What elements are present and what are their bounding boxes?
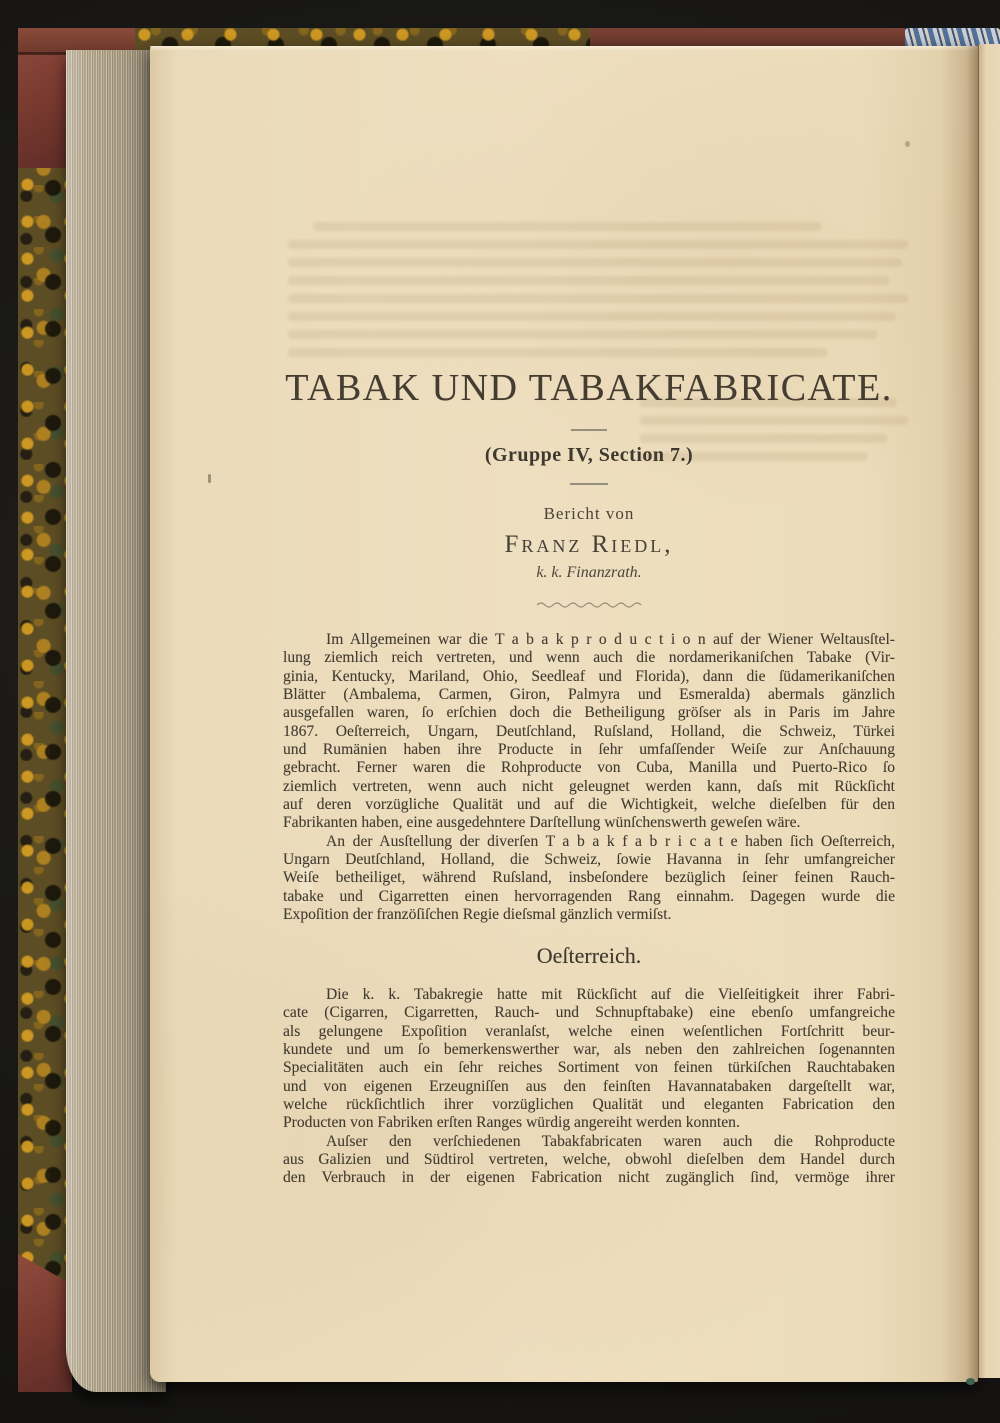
text-line: Producten von Fabriken erſten Ranges würdig angereiht werden konnten. [283,1114,740,1132]
ghost-text-line [313,222,821,231]
facing-page-sliver [978,44,1000,1378]
group-section-line: (Gruppe IV, Section 7.) [484,444,694,466]
text-line: Die k. k. Tabakregie hatte mit Rückſicht auf die Vielſeitigkeit ihrer Fabri- [326,986,895,1003]
text-line: tabake und Cigarretten einen hervorragenden Rang einnahm. Dagegen wurde die [283,887,895,905]
author-role: k. k. Finanzrath. [536,564,642,581]
text-line: Specialitäten auch ein ſehr reiches Sortiment von feinen türkiſchen Rauchtabaken [283,1059,895,1077]
text-line: Expoſition der franzöſiſchen Regie dieſsmal gänzlich vermiſst. [283,906,672,924]
headband-speck [966,1378,975,1385]
paragraph [283,631,895,833]
ghost-text-line [640,416,908,425]
text-line: den Verbrauch in der eigenen Fabrication nicht zugänglich ſind, vermöge ihrer [283,1169,895,1187]
gutter-shadow [940,46,978,1382]
text-line: als gelungene Expoſition veranlaſst, welche einen weſentlichen Fortſchritt beur- [283,1022,895,1040]
ghost-text-line [288,312,896,321]
paragraph [283,833,895,925]
ghost-text-line [640,434,887,443]
show-through-text [288,222,908,366]
text-line: kundete und um ſo bemerkenswerther war, als neben den zahlreichen ſogenannten [283,1041,895,1059]
section-heading: Oeſterreich. [536,943,642,968]
divider-rule [571,429,607,431]
byline-intro: Bericht von [543,504,635,523]
text-line: gebracht. Ferner waren die Rohproducte von Cuba, Manilla und Puerto-Rico ſo [283,759,895,777]
text-line: ziemlich vertreten, wenn auch nicht geleugnet werden kann, daſs mit Rückſicht [283,777,895,795]
text-line: welche rückſichtlich ihrer vorzüglichen Qualität und eleganten Fabrication den [283,1096,895,1114]
ghost-text-line [288,276,889,285]
text-line: und Rumänien haben ihre Producte in ſehr umfaſſender Weiſe zur Anſchauung [283,741,895,759]
ghost-text-line [288,330,877,339]
wavy-divider-icon [536,601,642,609]
text-line: Ungarn Deutſchland, Holland, die Schweiz, ſowie Havanna in ſehr umfangreicher [283,851,895,869]
text-line: auf deren vorzügliche Qualität und auf die Wichtigkeit, welche dieſelben für den [283,796,895,814]
text-line: Blätter (Ambalema, Carmen, Giron, Palmyra und Esmeralda) abermals gänzlich [283,686,895,704]
text-line: An der Ausſtellung der diverſen T a b a k f a b r i c a t e haben ſich Oeſterreich, [326,832,895,850]
paragraph [283,1133,895,1188]
text-line: Auſser den verſchiedenen Tabakfabricaten waren auch die Rohproducte [326,1132,895,1150]
page-title: TABAK UND TABAKFABRICATE. [285,367,893,409]
marbled-cover-edge [18,30,68,1392]
text-line: cate (Cigarren, Cigarretten, Rauch- und Schnupftabake) eine ebenſo umfangreiche [283,1004,895,1022]
ink-speck [208,474,211,483]
intro-text [283,631,895,925]
ghost-text-line [288,258,902,267]
text-line: Im Allgemeinen war die T a b a k p r o d u c t i o n auf der Wiener Weltausſtel- [326,631,895,648]
text-line: aus Galizien und Südtirol vertreten, welche, obwohl dieſelben dem Handel durch [283,1151,895,1169]
text-line: Fabrikanten haben, eine ausgedehntere Darſtellung wünſchenswerth geweſen wäre. [283,814,801,832]
paragraph [283,986,895,1133]
text-line: und von eigenen Erzeugniſſen aus den feinſten Havannatabaken dargeſtellt war, [283,1077,895,1095]
section-text [283,986,895,1188]
ghost-text-line [288,240,908,249]
foxing-spot [905,141,910,147]
ghost-text-line [288,294,908,303]
text-line: lung ziemlich reich vertreten, und wenn auch die nordamerikaniſchen Tabake (Vir- [283,649,895,667]
ghost-text-line [288,348,827,357]
text-line: ausgefallen waren, ſo erſchien doch die Betheiligung gröſser als in Paris im Jahre [283,704,895,722]
text-line: 1867. Oeſterreich, Ungarn, Deutſchland, Ruſsland, Holland, die Schweiz, Türkei [283,722,895,740]
text-line: ginia, Kentucky, Mariland, Ohio, Seedleaf und Florida), dann die ſüdamerikaniſchen [283,667,895,685]
divider-rule [570,483,608,485]
author-name: Franz Riedl, [504,531,674,558]
text-line: Weiſe betheiliget, während Ruſsland, insbeſondere bezüglich ſeiner feinen Rauch- [283,869,895,887]
